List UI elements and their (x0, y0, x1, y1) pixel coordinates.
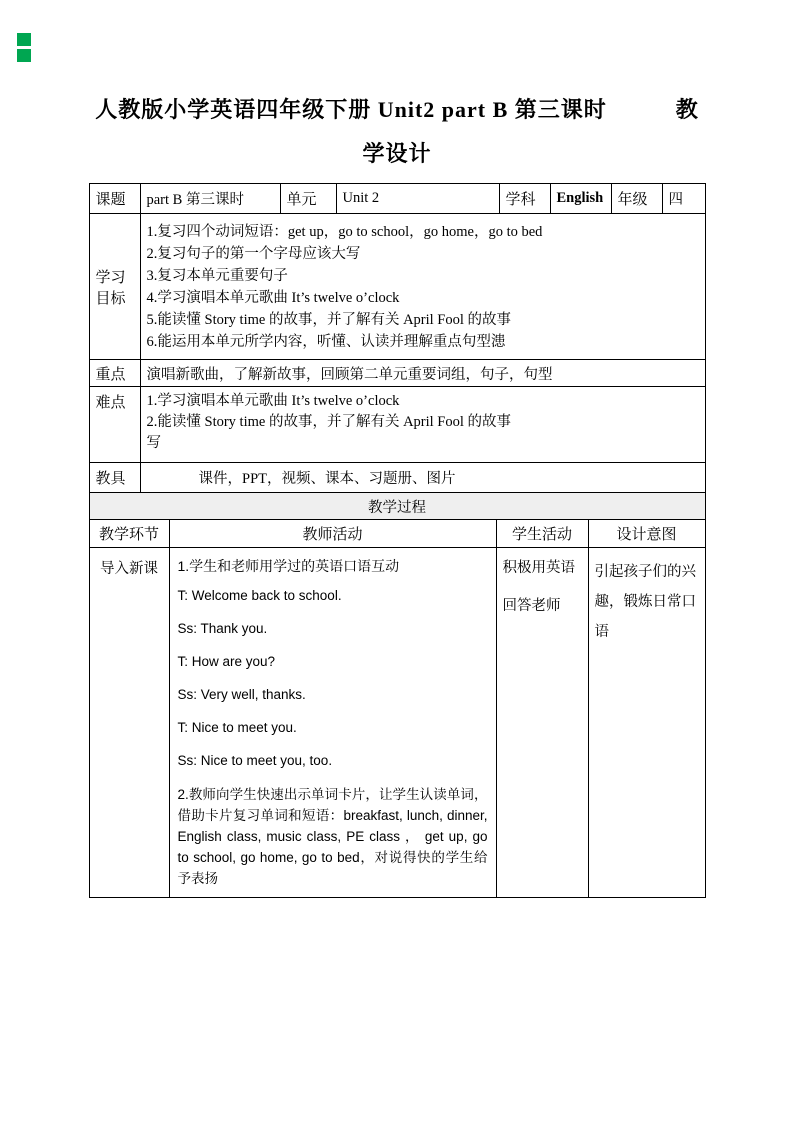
goal-line: 1.复习四个动词短语：get up，go to school，go home，go to bed (146, 223, 543, 240)
table-row-meta (89, 184, 705, 214)
goal-line: 2.复习句子的第一个字母应该大写 (146, 245, 361, 262)
student-line: 回答老师 (502, 598, 561, 614)
col-header-teacher-activity: 教师活动 (169, 520, 496, 548)
col-header-student-activity: 学生活动 (496, 520, 588, 548)
teaching-process-table (89, 492, 706, 898)
goal-line: 3.复习本单元重要句子 (146, 267, 288, 284)
aids-content-cell: 课件，PPT，视频、课本、习题册、图片 (140, 463, 705, 493)
document-title (0, 0, 794, 176)
unit-value-cell: Unit 2 (336, 184, 499, 214)
teacher-activity-cell (169, 548, 496, 898)
topic-label-cell: 课题 (89, 184, 140, 214)
teacher-paragraph-2: 2.教师向学生快速出示单词卡片，让学生认读单词，借助卡片复习单词和短语：breakfast, lunch, dinner, English class, music class, PE class ， get up, go to school, go home, go to bed，对说得快的学生给予表扬 (177, 787, 488, 886)
document-title-line1: 人教版小学英语四年级下册 Unit2 part B 第三课时 教 (95, 97, 699, 122)
goal-line: 4.学习演唱本单元歌曲 It’s twelve o’clock (146, 289, 400, 306)
table-row-column-headers (89, 520, 705, 548)
dialogue-line: T: How are you? (177, 654, 276, 669)
subject-value-cell: English (550, 184, 611, 214)
document-title-line2: 学设计 (362, 141, 432, 166)
difficulty-line: 2.能读懂 Story time 的故事，并了解有关 April Fool 的故事 (146, 414, 512, 430)
table-row-key-points (89, 360, 705, 387)
difficulty-line: 写 (146, 435, 161, 451)
dialogue-line: Ss: Thank you. (177, 621, 268, 636)
aids-label-cell: 教具 (89, 463, 140, 493)
table-row-process-title (89, 493, 705, 520)
subject-label-cell: 学科 (499, 184, 550, 214)
design-intent-cell: 引起孩子们的兴趣，锻炼日常口语 (588, 548, 705, 898)
dialogue-line: T: Welcome back to school. (177, 588, 342, 603)
table-row-difficulties (89, 387, 705, 463)
student-line: 积极用英语 (502, 560, 575, 576)
goal-line: 6.能运用本单元所学内容，听懂、认读并理解重点句型漶 (146, 333, 506, 350)
col-header-design-intent: 设计意图 (588, 520, 705, 548)
corner-markers (17, 33, 31, 65)
table-row-aids (89, 463, 705, 493)
goal-line: 5.能读懂 Story time 的故事，并了解有关 April Fool 的故事 (146, 311, 512, 328)
student-activity-cell (496, 548, 588, 898)
green-square-marker (17, 33, 31, 46)
dialogue-line: Ss: Very well, thanks. (177, 687, 306, 702)
teacher-intro: 1.学生和老师用学过的英语口语互动 (177, 558, 400, 574)
difficulty-line: 1.学习演唱本单元歌曲 It’s twelve o’clock (146, 393, 400, 409)
key-points-content-cell: 演唱新歌曲，了解新故事，回顾第二单元重要词组，句子，句型 (140, 360, 705, 387)
process-title: 教学过程 (89, 493, 705, 520)
table-row-lead-in (89, 548, 705, 898)
difficulties-label-cell: 难点 (89, 387, 140, 463)
difficulties-content-cell (140, 387, 705, 463)
unit-label-cell: 单元 (280, 184, 336, 214)
topic-value-cell: part B 第三课时 (140, 184, 280, 214)
grade-label-cell: 年级 (611, 184, 662, 214)
grade-value-cell: 四 (662, 184, 705, 214)
table-row-goals (89, 214, 705, 360)
stage-cell: 导入新课 (89, 548, 169, 898)
green-square-marker (17, 49, 31, 62)
key-points-label-cell: 重点 (89, 360, 140, 387)
goals-label-cell: 学习目标 (89, 214, 140, 360)
goals-content-cell (140, 214, 705, 360)
lesson-info-table (89, 183, 706, 493)
dialogue-line: Ss: Nice to meet you, too. (177, 753, 333, 768)
col-header-stage: 教学环节 (89, 520, 169, 548)
dialogue-line: T: Nice to meet you. (177, 720, 297, 735)
